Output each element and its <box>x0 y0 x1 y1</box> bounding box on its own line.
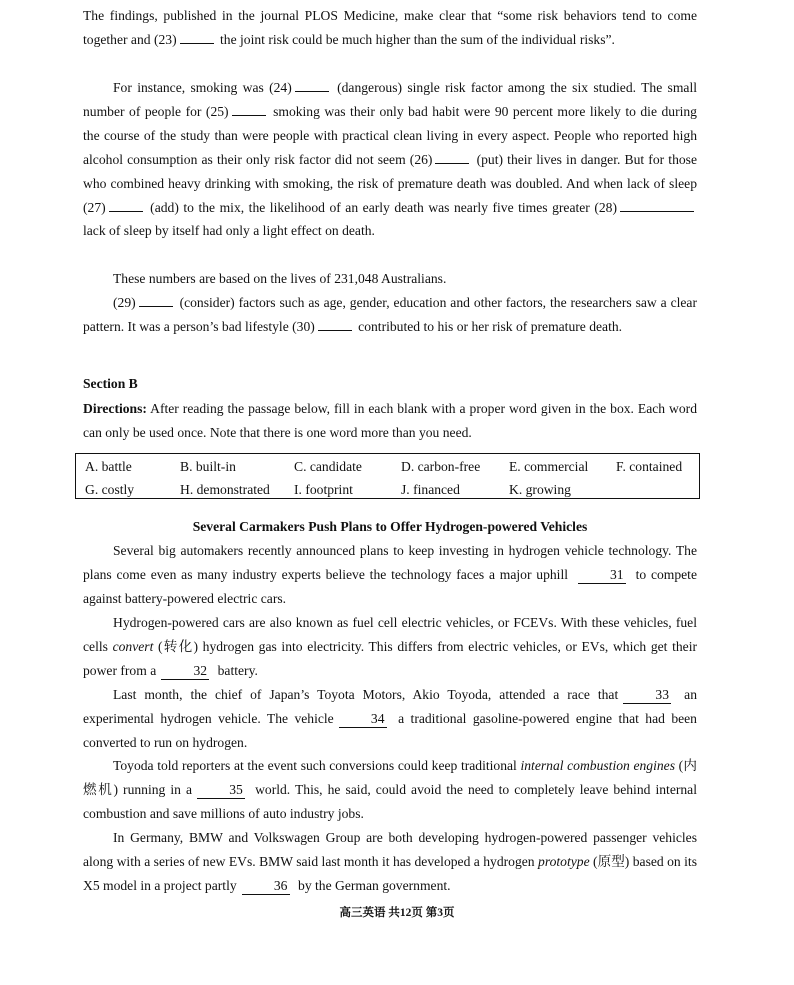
option-d: D. carbon-free <box>401 459 481 474</box>
passage-title: Several Carmakers Push Plans to Offer Hydrogen-powered Vehicles <box>192 519 588 534</box>
passage-paragraph-4: Toyoda told reporters at the event such conversions could keep traditional internal combustion engines (内燃机) running in a 35 world. This, he said, could avoid the need to completely leave behind internal combustion and save millions of auto industry jobs. <box>83 758 697 821</box>
blank-25[interactable] <box>232 114 266 116</box>
blank-29[interactable] <box>139 305 173 307</box>
blank-28[interactable] <box>620 210 694 212</box>
option-a: A. battle <box>85 459 132 474</box>
passage-paragraph-3: Last month, the chief of Japan’s Toyota Motors, Akio Toyoda, attended a race that 33 an experimental hydrogen vehicle. The vehicle 34 a traditional gasoline-powered engine that had been converted to run on hydrogen. <box>83 687 697 750</box>
option-k: K. growing <box>509 482 571 497</box>
word-box <box>75 453 700 499</box>
option-g: G. costly <box>85 482 135 497</box>
section-b-heading: Section B <box>83 376 138 391</box>
paragraph-smoking: For instance, smoking was (24) (dangerous) single risk factor among the six studied. The small number of people for (25) smoking was their only bad habit were 90 percent more likely to die during the course of the study than were people with practical clean living in every aspect. People who reported high alcohol consumption as their only risk factor did not seem (26) (put) their lives in danger. But for those who combined heavy drinking with smoking, the risk of premature death was doubled. And when lack of sleep (27) (add) to the mix, the likelihood of an early death was nearly five times greater (28) lack of sleep by itself had only a light effect on death. <box>83 80 698 239</box>
blank-34[interactable]: 34 <box>339 711 387 728</box>
passage-paragraph-2: Hydrogen-powered cars are also known as fuel cell electric vehicles, or FCEVs. With these vehicles, fuel cells convert (转化) hydrogen gas into electricity. This differs from electric vehicles, or EVs, which get their power from a 32 battery. <box>83 615 698 678</box>
option-i: I. footprint <box>294 482 353 497</box>
paragraph-findings: The findings, published in the journal PLOS Medicine, make clear that “some risk behaviors tend to come together and (23) the joint risk could be much higher than the sum of the individual risks”. <box>83 8 697 47</box>
blank-23[interactable] <box>180 42 214 44</box>
option-j: J. financed <box>401 482 460 497</box>
passage-paragraph-5: In Germany, BMW and Volkswagen Group are both developing hydrogen-powered passenger vehicles along with a series of new EVs. BMW said last month it has developed a hydrogen prototype (原型) based on its X5 model in a project partly 36 by the German government. <box>83 830 697 893</box>
blank-24[interactable] <box>295 90 329 92</box>
page-footer: 高三英语 共12页 第3页 <box>339 907 455 919</box>
directions-text: After reading the passage below, fill in each blank with a proper word given in the box. Each word can only be used once. Note that there is one word more than you need. <box>83 401 697 440</box>
option-c: C. candidate <box>294 459 362 474</box>
blank-35[interactable]: 35 <box>197 782 245 799</box>
option-h: H. demonstrated <box>180 482 270 497</box>
paragraph-considering: (29) (consider) factors such as age, gender, education and other factors, the researchers saw a clear pattern. It was a person’s bad lifestyle (30) contributed to his or her risk of premature death. <box>83 295 697 334</box>
directions-label: Directions: <box>83 401 147 416</box>
blank-27[interactable] <box>109 210 143 212</box>
blank-32[interactable]: 32 <box>161 663 209 680</box>
passage-paragraph-1: Several big automakers recently announced plans to keep investing in hydrogen vehicle technology. The plans come even as many industry experts believe the technology faces a major uphill 31 to compete against battery-powered electric cars. <box>83 543 697 606</box>
blank-26[interactable] <box>435 162 469 164</box>
directions <box>83 397 697 445</box>
paragraph-numbers: These numbers are based on the lives of 231,048 Australians. <box>113 271 447 286</box>
blank-33[interactable]: 33 <box>623 687 671 704</box>
option-b: B. built-in <box>180 459 236 474</box>
blank-36[interactable]: 36 <box>242 878 290 895</box>
option-f: F. contained <box>616 459 683 474</box>
blank-31[interactable]: 31 <box>578 567 626 584</box>
option-e: E. commercial <box>509 459 589 474</box>
blank-30[interactable] <box>318 329 352 331</box>
